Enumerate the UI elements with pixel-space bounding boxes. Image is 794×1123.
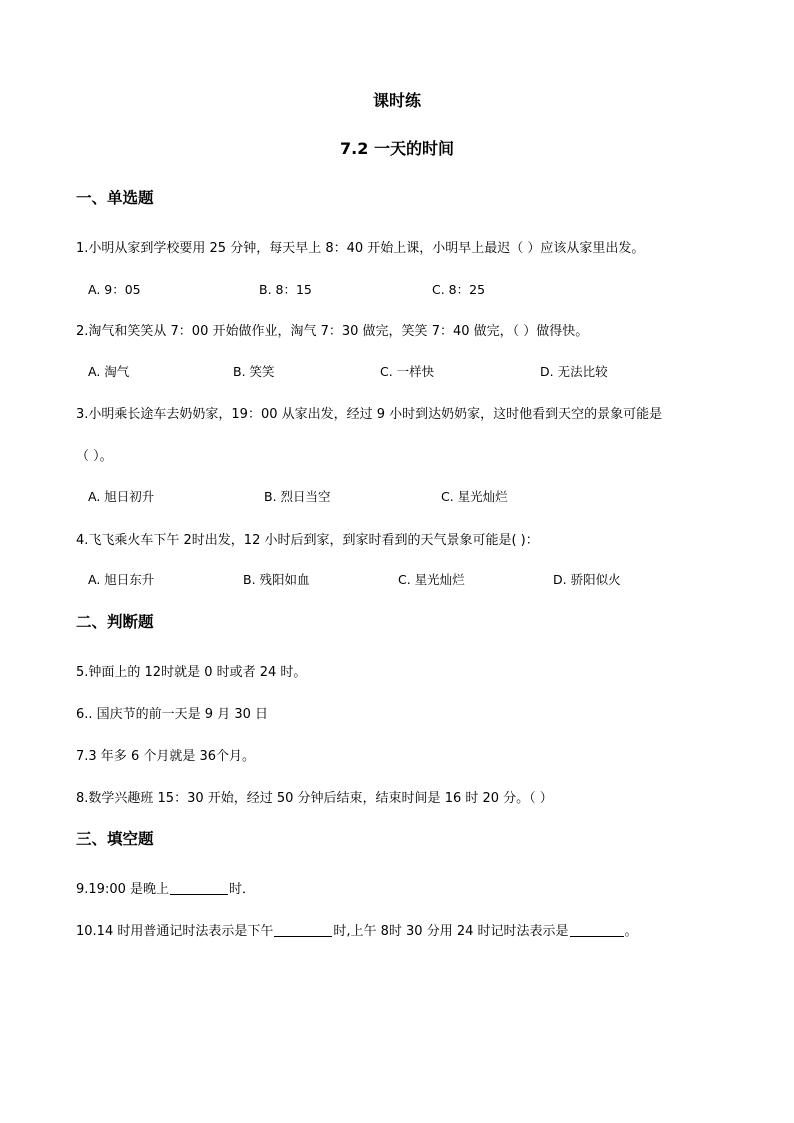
question-6: 6.. 国庆节的前一天是 9 月 30 日 [76, 707, 269, 722]
question-3-line-1: 3.小明乘长途车去奶奶家，19：00 从家出发，经过 9 小时到达奶奶家，这时他看到天空的景象可能是 [76, 407, 663, 422]
question-9 [76, 878, 255, 897]
question-1: 1.小明从家到学校要用 25 分钟，每天早上 8：40 开始上课，小明早上最迟（ ）应该从家里出发。 [76, 241, 645, 256]
q4-option-a: A. 旭日东升 [88, 572, 155, 587]
q4-option-d: D. 骄阳似火 [553, 572, 621, 587]
q10-answer-blank-2[interactable] [570, 923, 624, 937]
q9-text-before: 9.19:00 是晚上 [76, 882, 169, 897]
question-4: 4.飞飞乘火车下午 2时出发，12 小时后到家，到家时看到的天气景象可能是( )： [76, 533, 539, 548]
page-subtitle: 7.2 一天的时间 [340, 139, 454, 158]
q3-option-a: A. 旭日初升 [88, 489, 155, 504]
q1-option-b: B. 8：15 [259, 282, 312, 297]
q4-option-b: B. 残阳如血 [243, 572, 310, 587]
q3-option-c: C. 星光灿烂 [441, 489, 508, 504]
q10-answer-blank-1[interactable] [274, 923, 332, 937]
question-8: 8.数学兴趣班 15：30 开始，经过 50 分钟后结束，结束时间是 16 时 20 分。（ ） [76, 791, 553, 806]
question-10 [76, 920, 638, 939]
question-5: 5.钟面上的 12时就是 0 时或者 24 时。 [76, 665, 307, 680]
q2-option-d: D. 无法比较 [540, 364, 608, 379]
page-title: 课时练 [372, 91, 421, 110]
q1-option-c: C. 8：25 [432, 282, 486, 297]
q9-text-after: 时． [229, 882, 256, 897]
question-7: 7.3 年多 6 个月就是 36个月。 [76, 749, 256, 764]
q10-text-1: 10.14 时用普通记时法表示是下午 [76, 924, 274, 939]
section-heading-true-false: 二、判断题 [76, 613, 154, 631]
q2-option-a: A. 淘气 [88, 364, 130, 379]
q4-option-c: C. 星光灿烂 [398, 572, 465, 587]
section-heading-single-choice: 一、单选题 [76, 189, 154, 207]
q3-option-b: B. 烈日当空 [264, 489, 331, 504]
q10-text-2: 时,上午 8时 30 分用 24 时记时法表示是 [333, 924, 569, 939]
q9-answer-blank[interactable] [170, 881, 228, 895]
q2-option-c: C. 一样快 [380, 364, 435, 379]
q10-text-3: 。 [624, 924, 638, 939]
q2-option-b: B. 笑笑 [233, 364, 275, 379]
question-3-line-2: （ ）。 [76, 449, 113, 464]
question-2: 2.淘气和笑笑从 7：00 开始做作业，淘气 7：30 做完，笑笑 7：40 做完，（ ）做得快。 [76, 324, 589, 339]
q1-option-a: A. 9：05 [88, 282, 141, 297]
section-heading-fill-blank: 三、填空题 [76, 830, 154, 848]
